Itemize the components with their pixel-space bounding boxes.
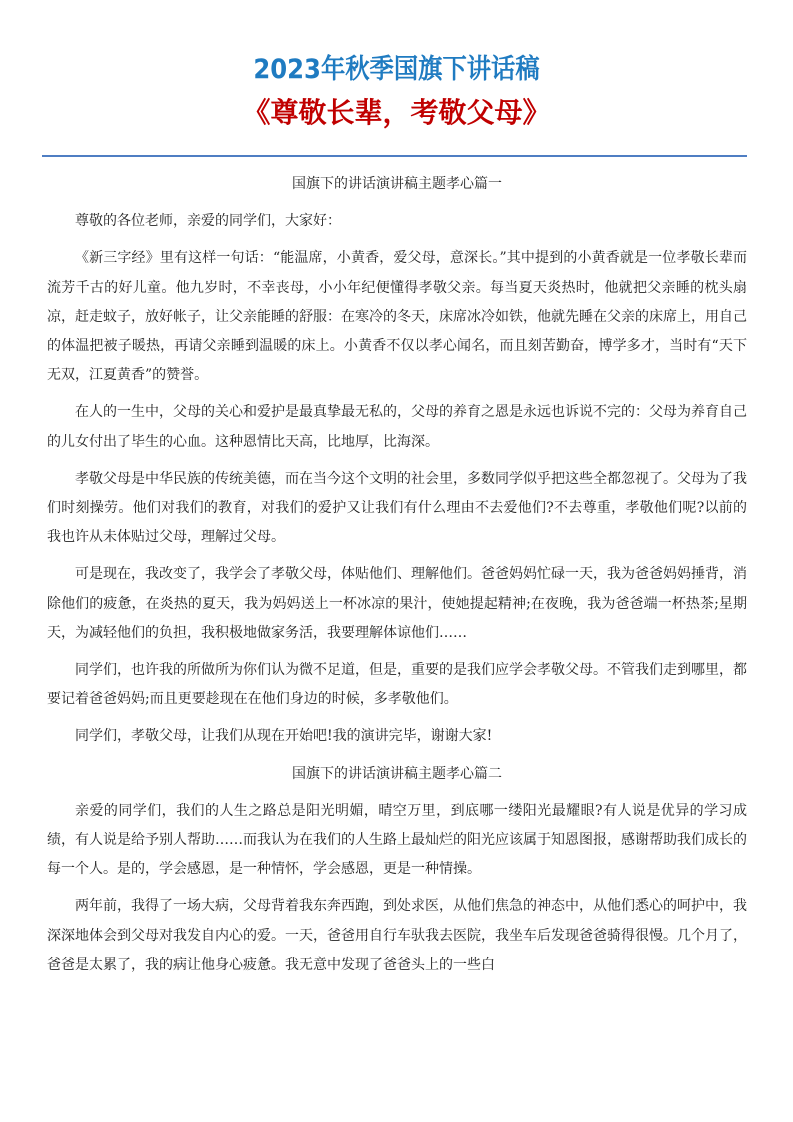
paragraph: 同学们，孝敬父母，让我们从现在开始吧!我的演讲完毕，谢谢大家! xyxy=(75,728,493,745)
paragraph: 《新三字经》里有这样一句话：“能温席，小黄香，爱父母，意深长。”其中提到的小黄香就是一位孝敬长辈而流芳千古的好儿童。他九岁时，不幸丧母，小小年纪便懂得孝敬父亲。每当夏天炎热时，他就把父亲睡的枕头扇凉，赶走蚊子，放好帐子，让父亲能睡的舒服：在寒冷的冬天，床席冰冷如铁，他就先睡在父亲的床席上，用自己的体温把被子暖热，再请父亲睡到温暖的床上。小黄香不仅以孝心闻名，而且刻苦勤奋，博学多才，当时有“天下无双，江夏黄香”的赞誉。 xyxy=(47,250,747,384)
paragraph: 孝敬父母是中华民族的传统美德，而在当今这个文明的社会里，多数同学似乎把这些全都忽视了。父母为了我们时刻操劳。他们对我们的教育，对我们的爱护又让我们有什么理由不去爱他们?不去尊重，孝敬他们呢?以前的我也许从未体贴过父母，理解过父母。 xyxy=(47,470,747,546)
section-heading-1: 国旗下的讲话演讲稿主题孝心篇一 xyxy=(292,176,502,192)
paragraph: 两年前，我得了一场大病，父母背着我东奔西跑，到处求医，从他们焦急的神态中，从他们悉心的呵护中，我深深地体会到父母对我发自内心的爱。一天，爸爸用自行车驮我去医院，我坐车后发现爸爸骑得很慢。几个月了，爸爸是太累了，我的病让他身心疲惫。我无意中发现了爸爸头上的一些白 xyxy=(47,898,747,973)
salutation: 尊敬的各位老师，亲爱的同学们，大家好： xyxy=(75,213,341,230)
document-title: 2023年秋季国旗下讲话稿 xyxy=(253,54,540,85)
document-body xyxy=(47,170,747,988)
document-subtitle: 《尊敬长辈，考敬父母》 xyxy=(242,96,551,129)
section-heading-2: 国旗下的讲话演讲稿主题孝心篇二 xyxy=(292,765,502,782)
paragraph: 同学们，也许我的所做所为你们认为微不足道，但是，重要的是我们应学会孝敬父母。不管我们走到哪里，都要记着爸爸妈妈;而且更要趁现在在他们身边的时候，多孝敬他们。 xyxy=(47,662,747,708)
title-divider xyxy=(42,155,747,157)
paragraph: 在人的一生中，父母的关心和爱护是最真挚最无私的，父母的养育之恩是永远也诉说不完的：父母为养育自己的儿女付出了毕生的心血。这种恩情比天高，比地厚，比海深。 xyxy=(47,404,747,450)
paragraph: 亲爱的同学们，我们的人生之路总是阳光明媚，晴空万里，到底哪一缕阳光最耀眼?有人说是优异的学习成绩，有人说是给予别人帮助……而我认为在我们的人生路上最灿烂的阳光应该属于知恩图报，感谢帮助我们成长的每一个人。是的，学会感恩，是一种情怀，学会感恩，更是一种情操。 xyxy=(47,802,747,878)
paragraph: 可是现在，我改变了，我学会了孝敬父母，体贴他们、理解他们。爸爸妈妈忙碌一天，我为爸爸妈妈捶背，消除他们的疲惫，在炎热的夏天，我为妈妈送上一杯冰凉的果汁，使她提起精神;在夜晚，我为爸爸端一杯热茶;星期天，为减轻他们的负担，我积极地做家务活，我要理解体谅他们…… xyxy=(47,566,747,641)
